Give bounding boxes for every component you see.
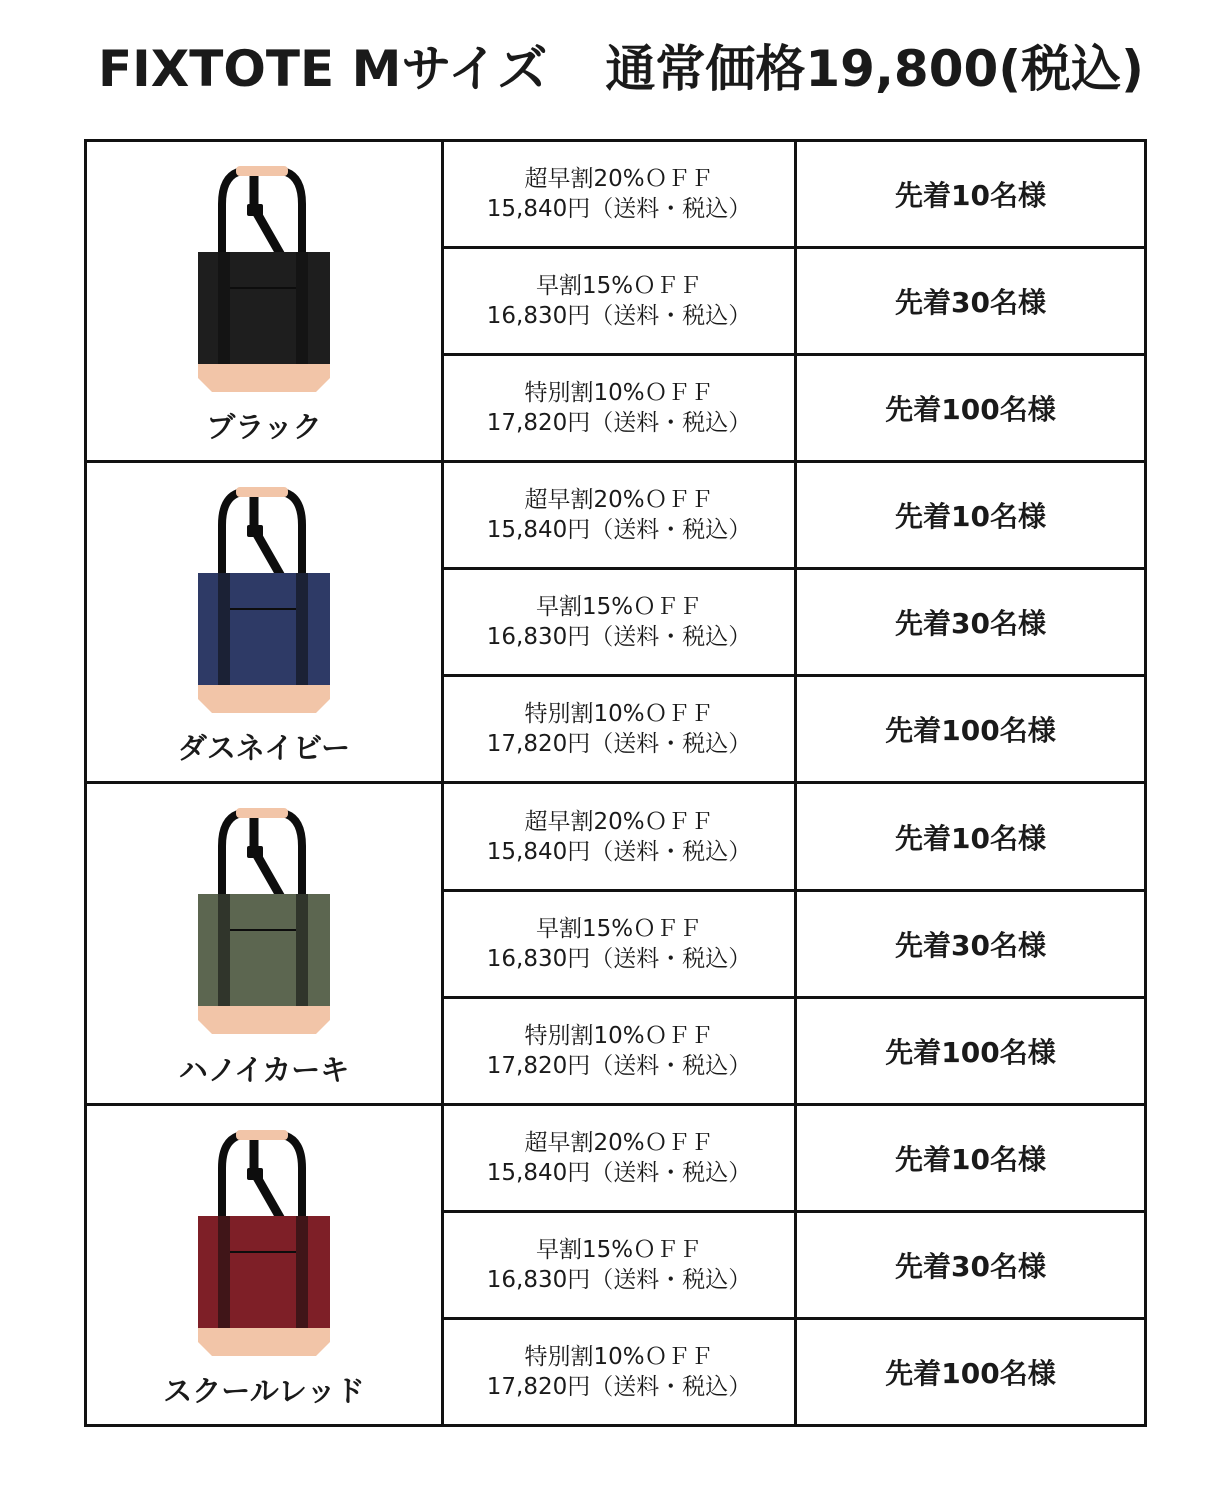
availability-cell: 先着30名様: [796, 1211, 1146, 1318]
discount-price: 15,840円（送料・税込）: [486, 1159, 752, 1186]
discount-label: 特別割10%ＯＦＦ: [524, 1343, 714, 1370]
discount-price: 16,830円（送料・税込）: [486, 624, 752, 651]
discount-tier-cell: [443, 997, 796, 1104]
discount-label: 超早割20%ＯＦＦ: [524, 487, 714, 514]
product-cell: [86, 783, 443, 1104]
discount-tier-cell: [443, 141, 796, 248]
discount-label: 早割15%ＯＦＦ: [535, 915, 703, 942]
discount-tier-cell: [443, 569, 796, 676]
availability-cell: 先着30名様: [796, 248, 1146, 355]
discount-tier-cell: [443, 1211, 796, 1318]
availability-cell: 先着10名様: [796, 141, 1146, 248]
availability-cell: 先着10名様: [796, 462, 1146, 569]
tote-bag-image: [174, 485, 354, 715]
table-row: [86, 1104, 1146, 1211]
discount-label: 特別割10%ＯＦＦ: [524, 1022, 714, 1049]
discount-tier-cell: [443, 1104, 796, 1211]
discount-price: 16,830円（送料・税込）: [486, 1266, 752, 1293]
product-cell: [86, 141, 443, 462]
discount-tier-cell: [443, 890, 796, 997]
tote-bag-image: [174, 806, 354, 1036]
discount-price: 17,820円（送料・税込）: [486, 1373, 752, 1400]
discount-label: 超早割20%ＯＦＦ: [524, 166, 714, 193]
color-name: スクールレッド: [163, 1374, 365, 1408]
availability-cell: 先着100名様: [796, 1318, 1146, 1425]
discount-label: 早割15%ＯＦＦ: [535, 1236, 703, 1263]
regular-price: 通常価格19,800(税込): [605, 40, 1145, 98]
discount-label: 特別割10%ＯＦＦ: [524, 701, 714, 728]
product-cell: [86, 462, 443, 783]
discount-price: 17,820円（送料・税込）: [486, 731, 752, 758]
discount-price: 15,840円（送料・税込）: [486, 196, 752, 223]
color-name: ブラック: [206, 410, 322, 445]
discount-price: 15,840円（送料・税込）: [486, 838, 752, 865]
discount-tier-cell: [443, 1318, 796, 1425]
tote-bag-image: [174, 1128, 354, 1358]
availability-cell: 先着100名様: [796, 997, 1146, 1104]
discount-tier-cell: [443, 355, 796, 462]
color-name: ダスネイビー: [177, 731, 351, 766]
product-name: FIXTOTE Mサイズ: [98, 40, 548, 98]
availability-cell: 先着10名様: [796, 1104, 1146, 1211]
table-row: [86, 783, 1146, 890]
availability-cell: 先着10名様: [796, 783, 1146, 890]
table-row: [86, 141, 1146, 248]
pricing-table: [84, 139, 1147, 1427]
discount-tier-cell: [443, 676, 796, 783]
discount-price: 15,840円（送料・税込）: [486, 517, 752, 544]
discount-price: 16,830円（送料・税込）: [486, 945, 752, 972]
discount-tier-cell: [443, 783, 796, 890]
color-name: ハノイカーキ: [178, 1052, 350, 1087]
discount-price: 17,820円（送料・税込）: [486, 1052, 752, 1079]
discount-label: 超早割20%ＯＦＦ: [524, 1129, 714, 1156]
discount-price: 17,820円（送料・税込）: [486, 410, 752, 437]
discount-tier-cell: [443, 462, 796, 569]
availability-cell: 先着100名様: [796, 355, 1146, 462]
discount-label: 特別割10%ＯＦＦ: [524, 380, 714, 407]
page-title: [98, 34, 1145, 104]
discount-label: 早割15%ＯＦＦ: [535, 273, 703, 300]
availability-cell: 先着30名様: [796, 569, 1146, 676]
discount-tier-cell: [443, 248, 796, 355]
table-row: [86, 462, 1146, 569]
tote-bag-image: [174, 164, 354, 394]
product-cell: [86, 1104, 443, 1425]
discount-label: 早割15%ＯＦＦ: [535, 594, 703, 621]
discount-label: 超早割20%ＯＦＦ: [524, 808, 714, 835]
discount-price: 16,830円（送料・税込）: [486, 303, 752, 330]
availability-cell: 先着100名様: [796, 676, 1146, 783]
availability-cell: 先着30名様: [796, 890, 1146, 997]
